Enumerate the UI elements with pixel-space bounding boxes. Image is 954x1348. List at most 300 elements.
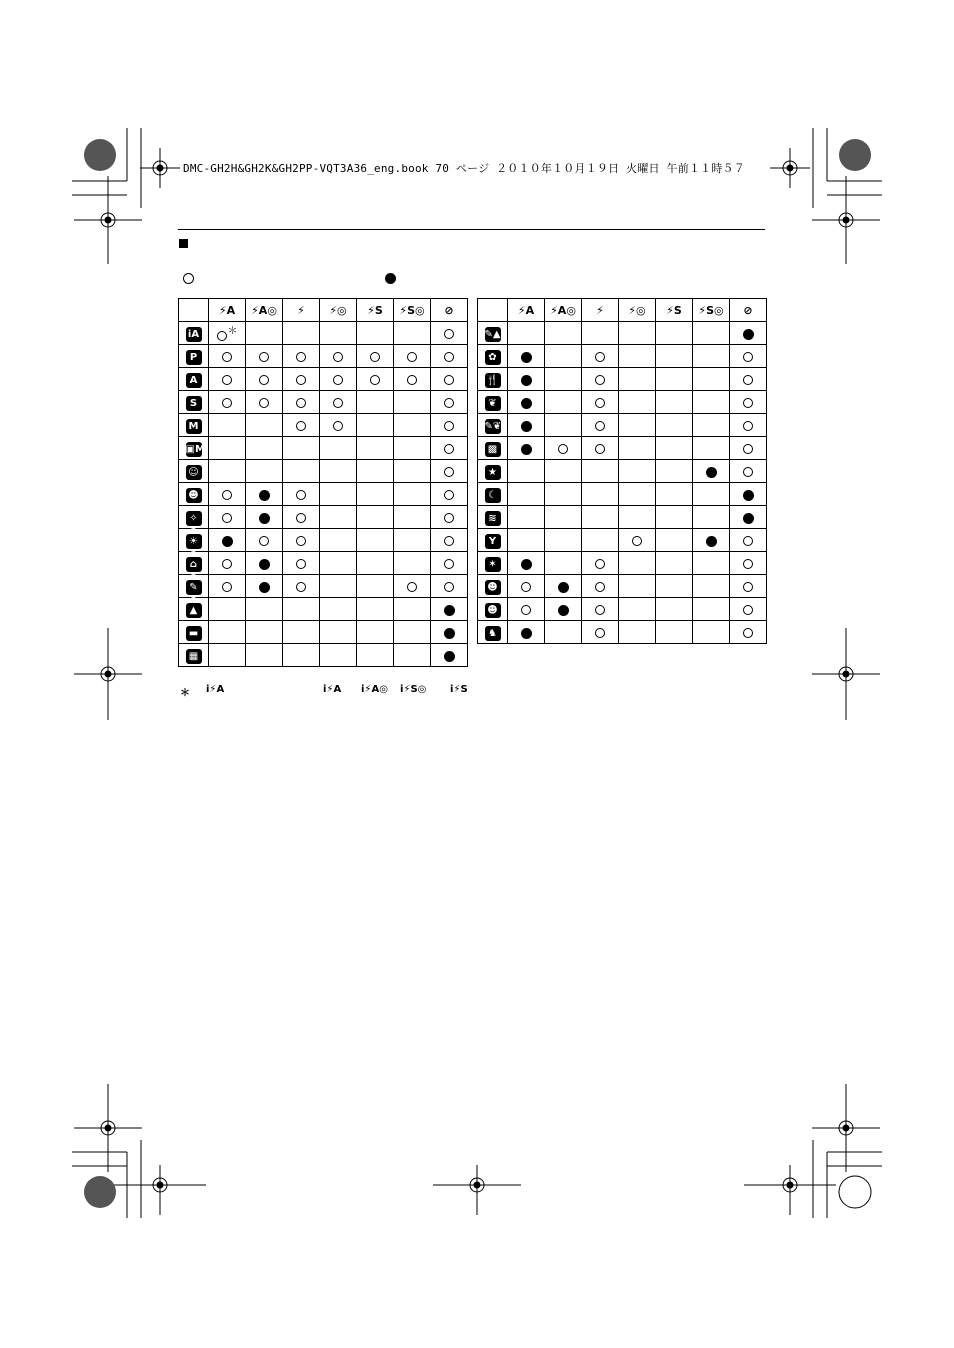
flash-settings-table-left [178, 298, 468, 667]
flash-cell [283, 437, 320, 460]
sports-icon: ▩ [485, 442, 501, 457]
flash-cell [209, 460, 246, 483]
pet-icon: ♞ [485, 626, 501, 641]
flash-cell [283, 483, 320, 506]
flash-cell [656, 483, 693, 506]
flash-cell [545, 506, 582, 529]
mode-cell [478, 460, 508, 483]
flash-cell [730, 460, 767, 483]
table-row [179, 529, 468, 552]
available-mark-icon [743, 352, 753, 362]
table-row [179, 391, 468, 414]
available-mark-icon [444, 352, 454, 362]
column-header: ⊘ [730, 299, 767, 322]
intelligent-auto-icon: iA [186, 327, 202, 342]
column-header: ⚡S [656, 299, 693, 322]
flash-cell [582, 437, 619, 460]
table-row [478, 460, 767, 483]
footnote-flash-icon: i⚡A [323, 684, 342, 695]
manual-exposure-icon: M [186, 419, 202, 434]
flash-cell [693, 368, 730, 391]
available-mark-icon [333, 421, 343, 431]
flash-cell [693, 414, 730, 437]
default-mark-icon [521, 444, 532, 455]
flash-cell [320, 575, 357, 598]
flash-cell [431, 575, 468, 598]
flash-cell [730, 575, 767, 598]
table-row [478, 345, 767, 368]
nature-icon: ▬ [186, 626, 202, 641]
flash-cell [508, 460, 545, 483]
flash-cell [283, 644, 320, 667]
mode-cell [179, 575, 209, 598]
available-mark-icon [296, 490, 306, 500]
table-row [179, 460, 468, 483]
available-mark-icon [743, 628, 753, 638]
flash-cell [320, 345, 357, 368]
available-mark-icon [296, 421, 306, 431]
mode-cell [478, 368, 508, 391]
flash-cell [693, 345, 730, 368]
table-row [179, 322, 468, 345]
flash-cell [431, 621, 468, 644]
default-mark-icon [743, 329, 754, 340]
header-corner [179, 299, 209, 322]
flash-cell [246, 368, 283, 391]
flash-cell [582, 552, 619, 575]
table-row [478, 506, 767, 529]
baby2-icon: ☻ [485, 603, 501, 618]
flash-cell [209, 437, 246, 460]
flash-cell [431, 644, 468, 667]
flash-cell [357, 644, 394, 667]
default-mark-icon [521, 375, 532, 386]
footnote-flash-icon: i⚡S [450, 684, 468, 695]
available-mark-icon [407, 375, 417, 385]
flash-cell [357, 460, 394, 483]
flash-cell [209, 529, 246, 552]
flash-cell [283, 391, 320, 414]
flash-cell [246, 483, 283, 506]
flash-cell [508, 322, 545, 345]
flash-cell [730, 345, 767, 368]
flash-cell [431, 391, 468, 414]
available-mark-icon [743, 582, 753, 592]
table-row [179, 575, 468, 598]
header-corner [478, 299, 508, 322]
available-mark-icon [444, 329, 454, 339]
food-icon: 🍴 [486, 374, 499, 386]
flash-cell [209, 414, 246, 437]
table-row [478, 598, 767, 621]
flash-cell [394, 575, 431, 598]
available-mark-icon [333, 375, 343, 385]
flash-cell [582, 506, 619, 529]
mode-cell [179, 437, 209, 460]
outdoor-portrait-icon: ☀ [186, 534, 202, 549]
flash-cell [246, 552, 283, 575]
default-mark-icon [743, 513, 754, 524]
flash-cell [619, 414, 656, 437]
available-mark-icon [296, 398, 306, 408]
mode-cell [179, 621, 209, 644]
flash-cell [656, 460, 693, 483]
table-row [478, 621, 767, 644]
flash-cell [357, 391, 394, 414]
flash-cell [209, 506, 246, 529]
flash-cell [693, 460, 730, 483]
available-mark-icon [222, 398, 232, 408]
flash-cell [508, 529, 545, 552]
available-mark-icon [595, 605, 605, 615]
flash-cell [431, 345, 468, 368]
flash-cell [693, 506, 730, 529]
table-row [179, 437, 468, 460]
creative-portrait-icon: ✎ [186, 580, 202, 595]
night-portrait-icon: ★ [485, 465, 501, 480]
available-mark-icon [407, 582, 417, 592]
default-mark-icon [706, 467, 717, 478]
available-mark-icon [259, 375, 269, 385]
column-header: ⚡S◎ [394, 299, 431, 322]
mode-cell [179, 345, 209, 368]
flash-cell [693, 598, 730, 621]
flash-cell [394, 414, 431, 437]
flash-cell [693, 575, 730, 598]
table-row [478, 322, 767, 345]
flash-cell [394, 621, 431, 644]
soft-skin-icon: ✧ [186, 511, 202, 526]
flash-cell [357, 368, 394, 391]
default-mark-icon [521, 352, 532, 363]
flash-cell [320, 529, 357, 552]
mode-cell [179, 483, 209, 506]
peripheral-defocus-icon: ✶ [485, 557, 501, 572]
available-mark-icon [444, 444, 454, 454]
flash-cell [582, 621, 619, 644]
mode-cell [478, 529, 508, 552]
default-mark-icon [444, 651, 455, 662]
flash-cell [693, 483, 730, 506]
table-row [478, 552, 767, 575]
flash-cell [431, 598, 468, 621]
creative-closeup-icon: ✎❦ [484, 420, 502, 432]
flash-cell [357, 483, 394, 506]
flash-cell [431, 414, 468, 437]
available-mark-icon [743, 536, 753, 546]
flash-cell [246, 644, 283, 667]
flash-cell [246, 506, 283, 529]
flash-cell [357, 575, 394, 598]
flash-cell [320, 644, 357, 667]
default-mark-icon [259, 559, 270, 570]
flash-cell [283, 322, 320, 345]
flash-cell [582, 322, 619, 345]
objects-icon: ❦ [485, 396, 501, 411]
mode-cell [179, 460, 209, 483]
flash-cell [582, 368, 619, 391]
flash-cell [357, 598, 394, 621]
flash-cell [320, 414, 357, 437]
available-mark-icon [444, 582, 454, 592]
flash-cell [357, 414, 394, 437]
indoor-portrait-icon: ⌂ [186, 557, 202, 572]
available-mark-icon [222, 582, 232, 592]
flash-cell [394, 368, 431, 391]
flash-cell [508, 483, 545, 506]
flash-cell [619, 598, 656, 621]
flash-cell [693, 322, 730, 345]
available-mark-icon [296, 375, 306, 385]
flash-cell [545, 552, 582, 575]
flash-cell [283, 460, 320, 483]
default-mark-icon [558, 582, 569, 593]
available-mark-icon [595, 398, 605, 408]
flash-cell [320, 506, 357, 529]
flash-cell [656, 322, 693, 345]
flash-cell [656, 529, 693, 552]
available-mark-icon [259, 352, 269, 362]
flash-cell [508, 345, 545, 368]
flash-cell [209, 621, 246, 644]
available-mark-icon [296, 352, 306, 362]
my-color-icon: ☺ [186, 465, 202, 480]
flash-cell [246, 575, 283, 598]
flash-cell [545, 621, 582, 644]
flash-cell [508, 506, 545, 529]
flash-cell [582, 529, 619, 552]
mode-cell [179, 552, 209, 575]
flash-cell [508, 598, 545, 621]
table-row [478, 414, 767, 437]
available-mark-icon [743, 605, 753, 615]
flash-cell [320, 437, 357, 460]
mode-cell [478, 552, 508, 575]
flash-cell [619, 460, 656, 483]
legend-available-icon [183, 273, 194, 284]
default-mark-icon [444, 605, 455, 616]
flash-cell [246, 460, 283, 483]
flash-cell [693, 621, 730, 644]
default-mark-icon [222, 536, 233, 547]
flash-cell [619, 322, 656, 345]
flash-cell [730, 529, 767, 552]
mode-cell [179, 414, 209, 437]
available-mark-icon [444, 513, 454, 523]
available-mark-icon [222, 375, 232, 385]
available-mark-icon [521, 582, 531, 592]
available-mark-icon [296, 559, 306, 569]
flash-cell [394, 483, 431, 506]
table-row [179, 621, 468, 644]
flash-cell [508, 575, 545, 598]
default-mark-icon [558, 605, 569, 616]
table-row [179, 552, 468, 575]
available-mark-icon [743, 421, 753, 431]
flash-cell [582, 391, 619, 414]
mode-cell [478, 414, 508, 437]
available-mark-icon [595, 444, 605, 454]
flash-cell [730, 322, 767, 345]
available-mark-icon [595, 375, 605, 385]
flash-cell [545, 322, 582, 345]
flash-cell [357, 506, 394, 529]
flash-cell [582, 414, 619, 437]
flash-cell [394, 345, 431, 368]
architecture-icon: ▦ [186, 649, 202, 664]
flash-cell [545, 460, 582, 483]
flash-cell [320, 460, 357, 483]
table-row [478, 391, 767, 414]
available-mark-icon [222, 559, 232, 569]
available-mark-icon [296, 513, 306, 523]
flash-cell [246, 345, 283, 368]
flash-cell [545, 391, 582, 414]
available-mark-icon [222, 513, 232, 523]
mode-cell [478, 506, 508, 529]
available-mark-icon [743, 467, 753, 477]
available-mark-icon [370, 375, 380, 385]
illuminations-icon: ≋ [485, 511, 501, 526]
flash-cell [508, 621, 545, 644]
flash-cell [320, 368, 357, 391]
table-row [478, 368, 767, 391]
available-mark-icon [444, 467, 454, 477]
available-mark-icon [521, 605, 531, 615]
flash-cell [730, 437, 767, 460]
flash-cell [545, 575, 582, 598]
flash-cell [246, 598, 283, 621]
scenery-icon: ▲ [186, 603, 202, 618]
footnote-flash-icon: i⚡A [206, 684, 225, 695]
column-header: ⊘ [431, 299, 468, 322]
flash-cell [357, 437, 394, 460]
flash-cell [431, 322, 468, 345]
column-header: ⚡ [582, 299, 619, 322]
flash-cell [730, 483, 767, 506]
flash-cell [656, 437, 693, 460]
flash-cell [283, 368, 320, 391]
flash-cell [431, 552, 468, 575]
flash-cell [656, 391, 693, 414]
flash-cell [656, 506, 693, 529]
flash-cell [730, 506, 767, 529]
book-header: DMC-GH2H&GH2K&GH2PP-VQT3A36_eng.book 70 ページ ２０１０年１０月１９日 火曜日 午前１１時５７ [183, 162, 745, 175]
portrait-icon: ☻ [186, 488, 202, 503]
default-mark-icon [521, 559, 532, 570]
flash-cell [619, 391, 656, 414]
mode-cell [478, 345, 508, 368]
mode-cell [478, 437, 508, 460]
table-row [179, 598, 468, 621]
flash-cell [730, 414, 767, 437]
flash-cell [545, 414, 582, 437]
mode-cell [478, 483, 508, 506]
flash-cell [545, 529, 582, 552]
flash-cell [508, 391, 545, 414]
flash-cell [619, 575, 656, 598]
table-row [478, 529, 767, 552]
flash-cell [431, 483, 468, 506]
available-mark-icon [595, 628, 605, 638]
flash-cell [619, 345, 656, 368]
mode-cell [179, 322, 209, 345]
flash-cell [394, 322, 431, 345]
flash-cell [582, 345, 619, 368]
flash-cell [730, 368, 767, 391]
table-row [478, 437, 767, 460]
flash-cell [209, 644, 246, 667]
flash-cell [394, 437, 431, 460]
flash-cell [357, 345, 394, 368]
flash-cell [545, 598, 582, 621]
flash-cell [656, 552, 693, 575]
flash-cell [357, 552, 394, 575]
flash-cell [545, 368, 582, 391]
flash-cell [394, 552, 431, 575]
flash-cell [283, 414, 320, 437]
table-row [179, 414, 468, 437]
flash-cell [283, 575, 320, 598]
column-header: ⚡ [283, 299, 320, 322]
available-mark-icon [444, 421, 454, 431]
flash-cell [357, 621, 394, 644]
flash-cell [545, 437, 582, 460]
header-rule [178, 229, 765, 230]
mode-cell [179, 506, 209, 529]
baby1-icon: ☻ [485, 580, 501, 595]
default-mark-icon [521, 398, 532, 409]
available-mark-icon [259, 398, 269, 408]
table-row [179, 368, 468, 391]
flash-cell [394, 529, 431, 552]
table-row [179, 644, 468, 667]
flash-cell [209, 483, 246, 506]
flash-cell [283, 345, 320, 368]
flash-cell [394, 598, 431, 621]
column-header: ⚡A◎ [545, 299, 582, 322]
flash-cell [656, 368, 693, 391]
flash-cell [656, 575, 693, 598]
flash-cell [357, 322, 394, 345]
flash-cell [320, 322, 357, 345]
mode-cell [179, 529, 209, 552]
flash-cell [545, 345, 582, 368]
available-mark-icon [222, 490, 232, 500]
footnote-asterisk: ＊ [180, 688, 190, 699]
column-header: ⚡◎ [320, 299, 357, 322]
mode-cell [478, 391, 508, 414]
flash-cell [693, 437, 730, 460]
footnote-flash-icon: i⚡A◎ [361, 684, 388, 695]
flash-cell [394, 644, 431, 667]
available-mark-icon [558, 444, 568, 454]
table-row [478, 575, 767, 598]
available-mark-icon [370, 352, 380, 362]
column-header: ⚡S◎ [693, 299, 730, 322]
default-mark-icon [259, 582, 270, 593]
available-mark-icon [222, 352, 232, 362]
available-mark-icon [444, 536, 454, 546]
column-header: ⚡A [209, 299, 246, 322]
flash-cell [582, 483, 619, 506]
flash-cell [283, 598, 320, 621]
flash-cell [283, 621, 320, 644]
flash-cell [246, 391, 283, 414]
available-mark-icon [632, 536, 642, 546]
available-mark-icon [217, 331, 227, 341]
program-ae-icon: P [186, 350, 202, 365]
